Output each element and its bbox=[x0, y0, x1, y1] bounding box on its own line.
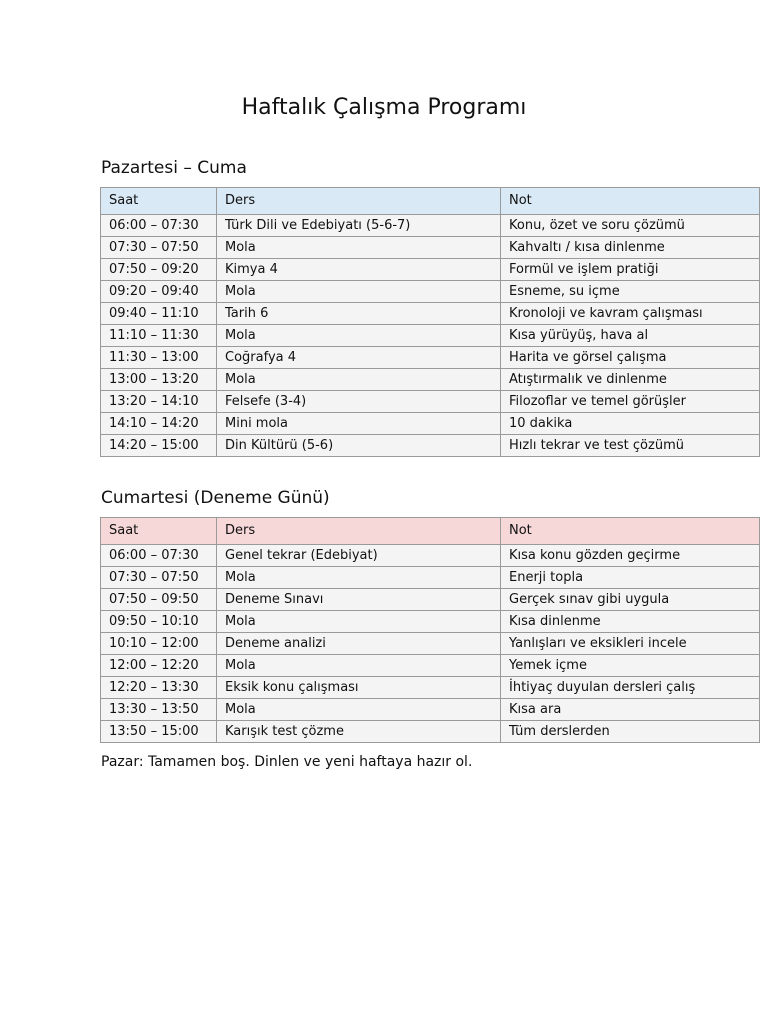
table-row bbox=[101, 369, 760, 391]
cell-not: Gerçek sınav gibi uygula bbox=[501, 589, 760, 611]
cell-saat: 12:20 – 13:30 bbox=[101, 677, 217, 699]
table-row bbox=[101, 347, 760, 369]
column-header-ders: Ders bbox=[217, 188, 501, 215]
cell-saat: 14:10 – 14:20 bbox=[101, 413, 217, 435]
table-row bbox=[101, 721, 760, 743]
cell-not: Harita ve görsel çalışma bbox=[501, 347, 760, 369]
table-header-row bbox=[101, 188, 760, 215]
cell-not: Filozoflar ve temel görüşler bbox=[501, 391, 760, 413]
cell-not: Hızlı tekrar ve test çözümü bbox=[501, 435, 760, 457]
cell-ders: Mola bbox=[217, 369, 501, 391]
cell-ders: Coğrafya 4 bbox=[217, 347, 501, 369]
cell-ders: Mola bbox=[217, 655, 501, 677]
cell-ders: Karışık test çözme bbox=[217, 721, 501, 743]
cell-saat: 13:00 – 13:20 bbox=[101, 369, 217, 391]
cell-ders: Deneme analizi bbox=[217, 633, 501, 655]
column-header-not: Not bbox=[501, 518, 760, 545]
table-row bbox=[101, 281, 760, 303]
cell-ders: Din Kültürü (5-6) bbox=[217, 435, 501, 457]
cell-ders: Mola bbox=[217, 611, 501, 633]
cell-saat: 09:40 – 11:10 bbox=[101, 303, 217, 325]
cell-saat: 11:10 – 11:30 bbox=[101, 325, 217, 347]
table-row bbox=[101, 237, 760, 259]
table-row bbox=[101, 677, 760, 699]
cell-saat: 06:00 – 07:30 bbox=[101, 545, 217, 567]
weekday-schedule-table bbox=[100, 187, 760, 457]
cell-saat: 09:20 – 09:40 bbox=[101, 281, 217, 303]
weekday-section-heading: Pazartesi – Cuma bbox=[101, 158, 247, 178]
column-header-not: Not bbox=[501, 188, 760, 215]
table-row bbox=[101, 259, 760, 281]
table-row bbox=[101, 655, 760, 677]
cell-ders: Mola bbox=[217, 237, 501, 259]
cell-saat: 07:50 – 09:20 bbox=[101, 259, 217, 281]
table-row bbox=[101, 303, 760, 325]
cell-not: 10 dakika bbox=[501, 413, 760, 435]
cell-ders: Mini mola bbox=[217, 413, 501, 435]
cell-saat: 07:30 – 07:50 bbox=[101, 567, 217, 589]
column-header-ders: Ders bbox=[217, 518, 501, 545]
cell-ders: Kimya 4 bbox=[217, 259, 501, 281]
cell-saat: 10:10 – 12:00 bbox=[101, 633, 217, 655]
cell-ders: Felsefe (3-4) bbox=[217, 391, 501, 413]
cell-ders: Mola bbox=[217, 325, 501, 347]
table-row bbox=[101, 413, 760, 435]
cell-saat: 13:30 – 13:50 bbox=[101, 699, 217, 721]
cell-not: Formül ve işlem pratiği bbox=[501, 259, 760, 281]
table-row bbox=[101, 699, 760, 721]
cell-not: Kısa ara bbox=[501, 699, 760, 721]
cell-saat: 14:20 – 15:00 bbox=[101, 435, 217, 457]
saturday-schedule-table bbox=[100, 517, 760, 743]
column-header-saat: Saat bbox=[101, 518, 217, 545]
cell-ders: Eksik konu çalışması bbox=[217, 677, 501, 699]
cell-not: Kısa konu gözden geçirme bbox=[501, 545, 760, 567]
cell-saat: 07:30 – 07:50 bbox=[101, 237, 217, 259]
table-row bbox=[101, 435, 760, 457]
page-title: Haftalık Çalışma Programı bbox=[241, 95, 527, 120]
cell-not: Esneme, su içme bbox=[501, 281, 760, 303]
cell-not: Kronoloji ve kavram çalışması bbox=[501, 303, 760, 325]
cell-not: Tüm derslerden bbox=[501, 721, 760, 743]
cell-saat: 13:50 – 15:00 bbox=[101, 721, 217, 743]
cell-ders: Mola bbox=[217, 567, 501, 589]
cell-not: Yemek içme bbox=[501, 655, 760, 677]
table-row bbox=[101, 391, 760, 413]
cell-saat: 11:30 – 13:00 bbox=[101, 347, 217, 369]
column-header-saat: Saat bbox=[101, 188, 217, 215]
cell-not: Kısa dinlenme bbox=[501, 611, 760, 633]
cell-not: Kısa yürüyüş, hava al bbox=[501, 325, 760, 347]
table-header-row bbox=[101, 518, 760, 545]
saturday-section-heading: Cumartesi (Deneme Günü) bbox=[101, 488, 330, 508]
cell-ders: Genel tekrar (Edebiyat) bbox=[217, 545, 501, 567]
cell-not: Enerji topla bbox=[501, 567, 760, 589]
table-row bbox=[101, 545, 760, 567]
cell-not: Konu, özet ve soru çözümü bbox=[501, 215, 760, 237]
table-row bbox=[101, 567, 760, 589]
cell-saat: 07:50 – 09:50 bbox=[101, 589, 217, 611]
cell-saat: 13:20 – 14:10 bbox=[101, 391, 217, 413]
cell-ders: Türk Dili ve Edebiyatı (5-6-7) bbox=[217, 215, 501, 237]
cell-ders: Tarih 6 bbox=[217, 303, 501, 325]
table-row bbox=[101, 611, 760, 633]
table-row bbox=[101, 325, 760, 347]
cell-saat: 12:00 – 12:20 bbox=[101, 655, 217, 677]
cell-not: Yanlışları ve eksikleri incele bbox=[501, 633, 760, 655]
cell-ders: Mola bbox=[217, 699, 501, 721]
cell-not: Atıştırmalık ve dinlenme bbox=[501, 369, 760, 391]
cell-ders: Mola bbox=[217, 281, 501, 303]
sunday-note: Pazar: Tamamen boş. Dinlen ve yeni haftaya hazır ol. bbox=[101, 754, 473, 770]
cell-not: İhtiyaç duyulan dersleri çalış bbox=[501, 677, 760, 699]
cell-ders: Deneme Sınavı bbox=[217, 589, 501, 611]
table-row bbox=[101, 589, 760, 611]
table-row bbox=[101, 215, 760, 237]
table-row bbox=[101, 633, 760, 655]
cell-saat: 06:00 – 07:30 bbox=[101, 215, 217, 237]
cell-saat: 09:50 – 10:10 bbox=[101, 611, 217, 633]
cell-not: Kahvaltı / kısa dinlenme bbox=[501, 237, 760, 259]
